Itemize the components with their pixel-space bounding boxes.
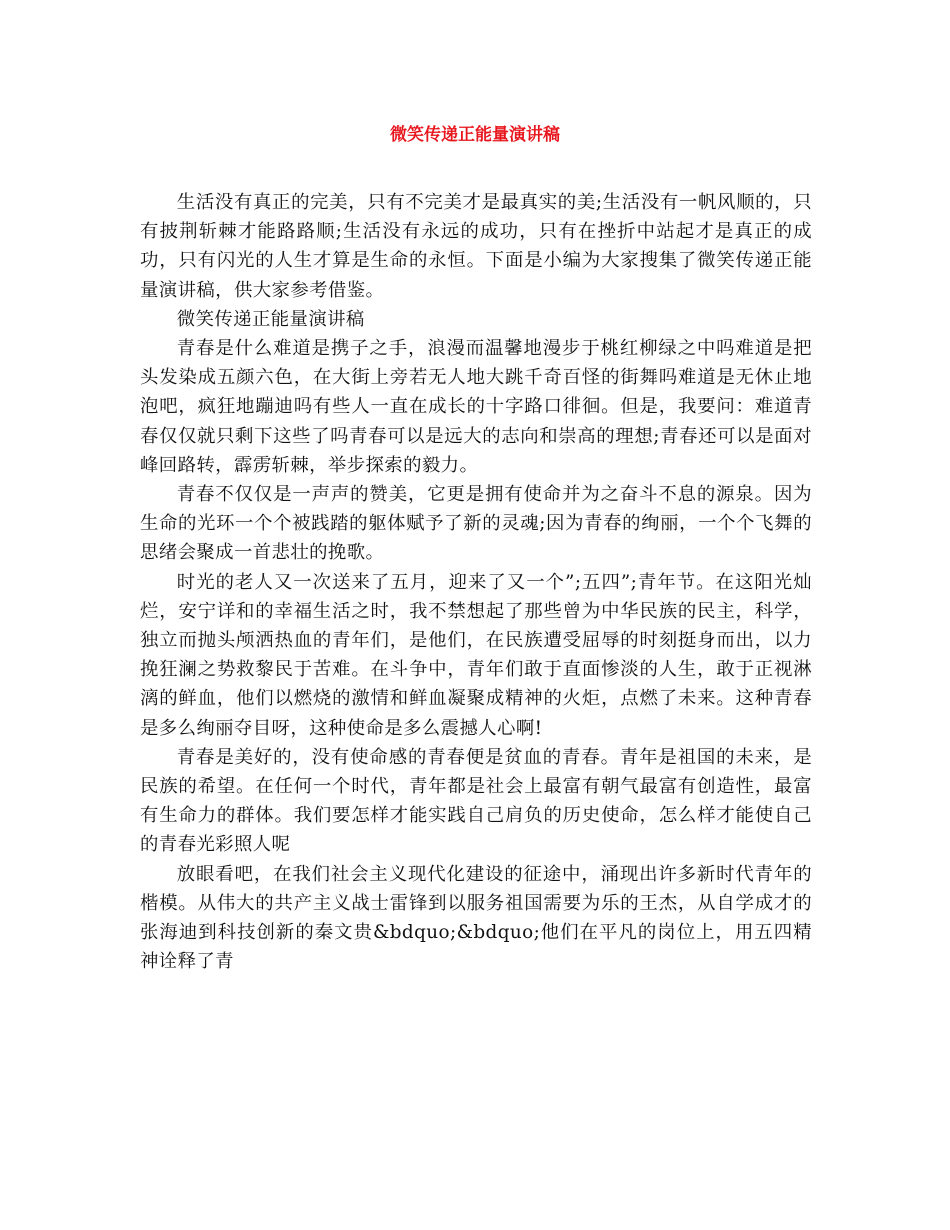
paragraph-subtitle: 微笑传递正能量演讲稿	[176, 308, 365, 330]
paragraph-4: 青春是美好的，没有使命感的青春便是贫血的青春。青年是祖国的未来，是民族的希望。在任何一个时代，青年都是社会上最富有朝气最富有创造性，最富有生命力的群体。我们要怎样才能实践自己肩负的历史使命，怎么样才能使自己的青春光彩照人呢	[140, 746, 812, 856]
paragraph-2: 青春不仅仅是一声声的赞美，它更是拥有使命并为之奋斗不息的源泉。因为生命的光环一个个被践踏的躯体赋予了新的灵魂;因为青春的绚丽，一个个飞舞的思绪会聚成一首悲壮的挽歌。	[140, 484, 812, 564]
paragraph-1: 青春是什么难道是携子之手，浪漫而温馨地漫步于桃红柳绿之中吗难道是把头发染成五颜六色，在大街上旁若无人地大跳千奇百怪的街舞吗难道是无休止地泡吧，疯狂地蹦迪吗有些人一直在成长的十字路口徘徊。但是，我要问：难道青春仅仅就只剩下这些了吗青春可以是远大的志向和崇高的理想;青春还可以是面对峰回路转，霹雳斩棘，举步探索的毅力。	[140, 338, 812, 476]
paragraph-3: 时光的老人又一次送来了五月，迎来了又一个”;五四”;青年节。在这阳光灿烂，安宁详和的幸福生活之时，我不禁想起了那些曾为中华民族的民主，科学，独立而抛头颅洒热血的青年们，是他们，在民族遭受屈辱的时刻挺身而出，以力挽狂澜之势救黎民于苦难。在斗争中，青年们敢于直面惨淡的人生，敢于正视淋漓的鲜血，他们以燃烧的激情和鲜血凝聚成精神的火炬，点燃了未来。这种青春是多么绚丽夺目呀，这种使命是多么震撼人心啊!	[140, 571, 812, 739]
document-title: 微笑传递正能量演讲稿	[390, 125, 560, 145]
paragraph-5: 放眼看吧，在我们社会主义现代化建设的征途中，涌现出许多新时代青年的楷模。从伟大的共产主义战士雷锋到以服务祖国需要为乐的王杰，从自学成才的张海迪到科技创新的秦文贵&bdquo;&bdquo;他们在平凡的岗位上，用五四精神诠释了青	[140, 863, 812, 973]
paragraph-intro: 生活没有真正的完美，只有不完美才是最真实的美;生活没有一帆风顺的，只有披荆斩棘才能路路顺;生活没有永远的成功，只有在挫折中站起才是真正的成功，只有闪光的人生才算是生命的永恒。下面是小编为大家搜集了微笑传递正能量演讲稿，供大家参考借鉴。	[140, 192, 812, 301]
document-body	[140, 188, 812, 976]
